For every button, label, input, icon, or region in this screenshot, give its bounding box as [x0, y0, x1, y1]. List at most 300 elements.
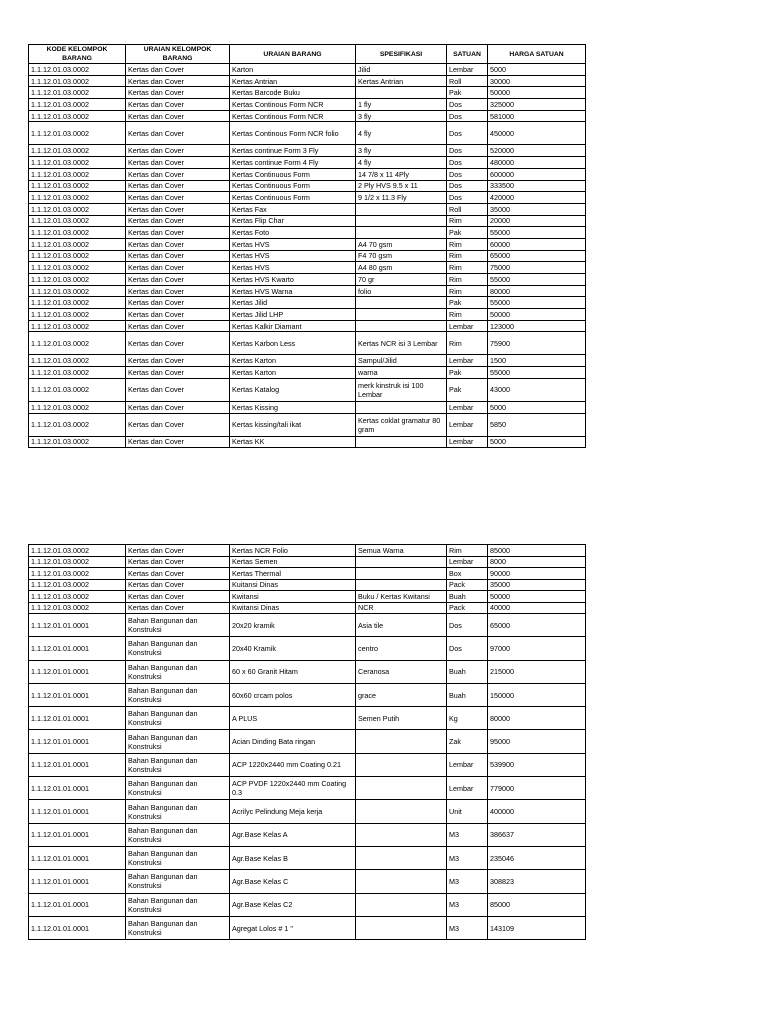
table-row	[29, 683, 586, 706]
cell-satuan: Zak	[447, 730, 488, 753]
table-row	[29, 75, 586, 87]
cell-satuan: Rim	[447, 238, 488, 250]
table-row	[29, 355, 586, 367]
cell-spesifikasi: A4 80 gsm	[356, 262, 447, 274]
table-row	[29, 602, 586, 614]
cell-harga: 1500	[488, 355, 586, 367]
cell-uraian-kelompok: Kertas dan Cover	[126, 545, 230, 557]
cell-kode: 1.1.12.01.03.0002	[29, 192, 126, 204]
cell-uraian-kelompok: Bahan Bangunan dan Konstruksi	[126, 870, 230, 893]
table-row	[29, 274, 586, 286]
table-row	[29, 297, 586, 309]
cell-harga: 80000	[488, 707, 586, 730]
cell-kode: 1.1.12.01.01.0001	[29, 637, 126, 660]
cell-spesifikasi: 70 gr	[356, 274, 447, 286]
cell-harga: 600000	[488, 168, 586, 180]
cell-uraian-kelompok: Kertas dan Cover	[126, 238, 230, 250]
cell-harga: 75900	[488, 332, 586, 355]
cell-harga: 386637	[488, 823, 586, 846]
cell-uraian-kelompok: Bahan Bangunan dan Konstruksi	[126, 753, 230, 776]
cell-spesifikasi	[356, 579, 447, 591]
cell-kode: 1.1.12.01.01.0001	[29, 846, 126, 869]
cell-uraian-kelompok: Kertas dan Cover	[126, 168, 230, 180]
table-row	[29, 579, 586, 591]
cell-satuan: Dos	[447, 192, 488, 204]
cell-kode: 1.1.12.01.03.0002	[29, 64, 126, 76]
cell-kode: 1.1.12.01.03.0002	[29, 545, 126, 557]
cell-uraian-kelompok: Bahan Bangunan dan Konstruksi	[126, 637, 230, 660]
cell-spesifikasi	[356, 227, 447, 239]
table-row	[29, 591, 586, 603]
table-row	[29, 777, 586, 800]
cell-spesifikasi: 9 1/2 x 11.3 Fly	[356, 192, 447, 204]
cell-satuan: M3	[447, 893, 488, 916]
cell-spesifikasi: merk kinstruk isi 100 Lembar	[356, 378, 447, 401]
table-row	[29, 401, 586, 413]
cell-uraian-barang: Kertas Jilid	[230, 297, 356, 309]
cell-harga: 480000	[488, 157, 586, 169]
cell-kode: 1.1.12.01.03.0002	[29, 436, 126, 448]
cell-harga: 65000	[488, 614, 586, 637]
cell-uraian-kelompok: Kertas dan Cover	[126, 332, 230, 355]
table-row	[29, 660, 586, 683]
cell-uraian-barang: A PLUS	[230, 707, 356, 730]
cell-kode: 1.1.12.01.01.0001	[29, 660, 126, 683]
cell-uraian-kelompok: Kertas dan Cover	[126, 401, 230, 413]
cell-satuan: Pak	[447, 87, 488, 99]
cell-kode: 1.1.12.01.03.0002	[29, 262, 126, 274]
cell-uraian-barang: Kertas HVS	[230, 238, 356, 250]
cell-harga: 85000	[488, 893, 586, 916]
cell-harga: 80000	[488, 285, 586, 297]
cell-uraian-kelompok: Kertas dan Cover	[126, 99, 230, 111]
table-row	[29, 367, 586, 379]
cell-uraian-barang: Kertas Continous Form NCR folio	[230, 122, 356, 145]
cell-kode: 1.1.12.01.03.0002	[29, 367, 126, 379]
cell-satuan: Dos	[447, 122, 488, 145]
cell-uraian-barang: Agr.Base Kelas C	[230, 870, 356, 893]
cell-kode: 1.1.12.01.03.0002	[29, 250, 126, 262]
cell-harga: 150000	[488, 683, 586, 706]
cell-harga: 50000	[488, 309, 586, 321]
cell-satuan: Dos	[447, 168, 488, 180]
cell-uraian-barang: Kwitansi Dinas	[230, 602, 356, 614]
cell-satuan: Dos	[447, 180, 488, 192]
cell-uraian-kelompok: Kertas dan Cover	[126, 227, 230, 239]
cell-uraian-barang: Kertas Continuous Form	[230, 192, 356, 204]
cell-satuan: Dos	[447, 145, 488, 157]
cell-spesifikasi: Ceranosa	[356, 660, 447, 683]
table-row	[29, 145, 586, 157]
cell-harga: 325000	[488, 99, 586, 111]
cell-harga: 581000	[488, 110, 586, 122]
cell-uraian-barang: Kertas Antrian	[230, 75, 356, 87]
table-row	[29, 203, 586, 215]
table-row	[29, 568, 586, 580]
cell-uraian-barang: Kertas Karton	[230, 367, 356, 379]
cell-spesifikasi	[356, 309, 447, 321]
cell-uraian-barang: Kertas Continous Form NCR	[230, 110, 356, 122]
cell-satuan: Rim	[447, 332, 488, 355]
cell-kode: 1.1.12.01.01.0001	[29, 683, 126, 706]
cell-harga: 400000	[488, 800, 586, 823]
cell-spesifikasi: 1 fly	[356, 99, 447, 111]
cell-satuan: Kg	[447, 707, 488, 730]
cell-kode: 1.1.12.01.03.0002	[29, 378, 126, 401]
cell-satuan: M3	[447, 916, 488, 939]
cell-satuan: Dos	[447, 157, 488, 169]
cell-kode: 1.1.12.01.03.0002	[29, 87, 126, 99]
cell-uraian-kelompok: Kertas dan Cover	[126, 579, 230, 591]
cell-spesifikasi	[356, 320, 447, 332]
cell-spesifikasi: A4 70 gsm	[356, 238, 447, 250]
header-harga-satuan: HARGA SATUAN	[488, 45, 586, 64]
table-row	[29, 285, 586, 297]
cell-kode: 1.1.12.01.03.0002	[29, 355, 126, 367]
cell-kode: 1.1.12.01.03.0002	[29, 591, 126, 603]
cell-uraian-kelompok: Kertas dan Cover	[126, 413, 230, 436]
cell-kode: 1.1.12.01.03.0002	[29, 285, 126, 297]
cell-uraian-barang: Kertas HVS	[230, 262, 356, 274]
cell-harga: 55000	[488, 297, 586, 309]
cell-spesifikasi	[356, 753, 447, 776]
cell-uraian-barang: Kertas kissing/tali ikat	[230, 413, 356, 436]
cell-uraian-barang: Kertas Kissing	[230, 401, 356, 413]
table-row	[29, 215, 586, 227]
cell-uraian-kelompok: Kertas dan Cover	[126, 87, 230, 99]
cell-harga: 5850	[488, 413, 586, 436]
cell-kode: 1.1.12.01.03.0002	[29, 401, 126, 413]
cell-spesifikasi: 14 7/8 x 11 4Ply	[356, 168, 447, 180]
cell-satuan: Lembar	[447, 320, 488, 332]
cell-satuan: Lembar	[447, 436, 488, 448]
table-row	[29, 110, 586, 122]
table-row	[29, 545, 586, 557]
cell-harga: 520000	[488, 145, 586, 157]
cell-uraian-barang: Kertas Continuous Form	[230, 180, 356, 192]
cell-satuan: Dos	[447, 110, 488, 122]
cell-spesifikasi	[356, 401, 447, 413]
header-kode: KODE KELOMPOK BARANG	[29, 45, 126, 64]
cell-uraian-kelompok: Kertas dan Cover	[126, 367, 230, 379]
cell-uraian-barang: Kertas HVS	[230, 250, 356, 262]
table-row	[29, 846, 586, 869]
cell-satuan: Rim	[447, 215, 488, 227]
cell-spesifikasi: Asia tile	[356, 614, 447, 637]
cell-satuan: Dos	[447, 614, 488, 637]
cell-kode: 1.1.12.01.01.0001	[29, 893, 126, 916]
cell-spesifikasi	[356, 870, 447, 893]
cell-satuan: Lembar	[447, 413, 488, 436]
cell-uraian-kelompok: Kertas dan Cover	[126, 215, 230, 227]
cell-uraian-kelompok: Kertas dan Cover	[126, 591, 230, 603]
cell-harga: 75000	[488, 262, 586, 274]
cell-spesifikasi	[356, 568, 447, 580]
table-row	[29, 168, 586, 180]
table-row	[29, 800, 586, 823]
header-uraian-kelompok: URAIAN KELOMPOK BARANG	[126, 45, 230, 64]
header-spesifikasi: SPESIFIKASI	[356, 45, 447, 64]
cell-kode: 1.1.12.01.03.0002	[29, 227, 126, 239]
cell-kode: 1.1.12.01.03.0002	[29, 157, 126, 169]
cell-uraian-kelompok: Bahan Bangunan dan Konstruksi	[126, 660, 230, 683]
cell-harga: 30000	[488, 75, 586, 87]
cell-uraian-kelompok: Kertas dan Cover	[126, 320, 230, 332]
header-row	[29, 45, 586, 64]
cell-spesifikasi	[356, 203, 447, 215]
cell-harga: 8000	[488, 556, 586, 568]
cell-spesifikasi: NCR	[356, 602, 447, 614]
cell-uraian-barang: 20x40 Kramik	[230, 637, 356, 660]
cell-satuan: Buah	[447, 591, 488, 603]
cell-kode: 1.1.12.01.03.0002	[29, 602, 126, 614]
price-table-page-2	[28, 544, 586, 940]
cell-uraian-barang: ACP PVDF 1220x2440 mm Coating 0.3	[230, 777, 356, 800]
cell-harga: 40000	[488, 602, 586, 614]
cell-uraian-barang: Kertas Semen	[230, 556, 356, 568]
cell-satuan: Buah	[447, 683, 488, 706]
cell-uraian-kelompok: Kertas dan Cover	[126, 309, 230, 321]
header-satuan: SATUAN	[447, 45, 488, 64]
cell-uraian-kelompok: Bahan Bangunan dan Konstruksi	[126, 916, 230, 939]
cell-harga: 55000	[488, 227, 586, 239]
cell-spesifikasi: Kertas NCR isi 3 Lembar	[356, 332, 447, 355]
cell-uraian-kelompok: Kertas dan Cover	[126, 75, 230, 87]
cell-satuan: Unit	[447, 800, 488, 823]
table-row	[29, 250, 586, 262]
cell-spesifikasi	[356, 800, 447, 823]
cell-uraian-barang: Acrilyc Pelindung Meja kerja	[230, 800, 356, 823]
cell-uraian-kelompok: Kertas dan Cover	[126, 64, 230, 76]
cell-satuan: Lembar	[447, 753, 488, 776]
cell-harga: 539900	[488, 753, 586, 776]
cell-satuan: Box	[447, 568, 488, 580]
cell-uraian-kelompok: Kertas dan Cover	[126, 180, 230, 192]
cell-spesifikasi: 4 fly	[356, 157, 447, 169]
cell-kode: 1.1.12.01.03.0002	[29, 297, 126, 309]
table-row	[29, 637, 586, 660]
cell-spesifikasi	[356, 297, 447, 309]
cell-uraian-barang: Kertas Jilid LHP	[230, 309, 356, 321]
cell-harga: 50000	[488, 87, 586, 99]
cell-satuan: Lembar	[447, 64, 488, 76]
cell-satuan: M3	[447, 846, 488, 869]
cell-satuan: Pak	[447, 297, 488, 309]
table-row	[29, 262, 586, 274]
cell-harga: 420000	[488, 192, 586, 204]
cell-spesifikasi: Semua Warna	[356, 545, 447, 557]
table-row	[29, 87, 586, 99]
cell-kode: 1.1.12.01.03.0002	[29, 320, 126, 332]
cell-harga: 450000	[488, 122, 586, 145]
cell-spesifikasi	[356, 893, 447, 916]
cell-uraian-barang: Kertas Continuous Form	[230, 168, 356, 180]
cell-spesifikasi	[356, 823, 447, 846]
cell-uraian-barang: Kertas Barcode Buku	[230, 87, 356, 99]
cell-spesifikasi: F4 70 gsm	[356, 250, 447, 262]
cell-harga: 95000	[488, 730, 586, 753]
cell-kode: 1.1.12.01.01.0001	[29, 753, 126, 776]
cell-kode: 1.1.12.01.03.0002	[29, 122, 126, 145]
cell-kode: 1.1.12.01.01.0001	[29, 730, 126, 753]
cell-uraian-barang: Kertas KK	[230, 436, 356, 448]
cell-kode: 1.1.12.01.03.0002	[29, 215, 126, 227]
cell-uraian-barang: Agr.Base Kelas A	[230, 823, 356, 846]
cell-uraian-barang: Kuitansi Dinas	[230, 579, 356, 591]
cell-harga: 60000	[488, 238, 586, 250]
cell-uraian-barang: Acian Dinding Bata ringan	[230, 730, 356, 753]
cell-harga: 235046	[488, 846, 586, 869]
cell-uraian-barang: Kertas Karbon Less	[230, 332, 356, 355]
cell-spesifikasi	[356, 916, 447, 939]
cell-satuan: Rim	[447, 262, 488, 274]
cell-satuan: Lembar	[447, 401, 488, 413]
cell-harga: 90000	[488, 568, 586, 580]
table-row	[29, 64, 586, 76]
cell-harga: 20000	[488, 215, 586, 227]
table-row	[29, 309, 586, 321]
cell-uraian-barang: Kertas Continous Form NCR	[230, 99, 356, 111]
table-row	[29, 192, 586, 204]
cell-satuan: Rim	[447, 250, 488, 262]
cell-kode: 1.1.12.01.01.0001	[29, 916, 126, 939]
cell-kode: 1.1.12.01.03.0002	[29, 309, 126, 321]
cell-uraian-barang: Agregat Lolos # 1 "	[230, 916, 356, 939]
cell-uraian-kelompok: Kertas dan Cover	[126, 110, 230, 122]
cell-spesifikasi: grace	[356, 683, 447, 706]
cell-harga: 97000	[488, 637, 586, 660]
cell-spesifikasi	[356, 556, 447, 568]
cell-kode: 1.1.12.01.03.0002	[29, 332, 126, 355]
table-row	[29, 122, 586, 145]
cell-satuan: Rim	[447, 309, 488, 321]
cell-harga: 65000	[488, 250, 586, 262]
cell-uraian-barang: Kertas Karton	[230, 355, 356, 367]
cell-uraian-barang: Agr.Base Kelas B	[230, 846, 356, 869]
table-row	[29, 227, 586, 239]
table-row	[29, 157, 586, 169]
cell-uraian-kelompok: Kertas dan Cover	[126, 157, 230, 169]
cell-uraian-kelompok: Kertas dan Cover	[126, 436, 230, 448]
cell-satuan: Pak	[447, 367, 488, 379]
table-row	[29, 870, 586, 893]
table-row	[29, 413, 586, 436]
price-table-page-1	[28, 44, 586, 448]
cell-uraian-barang: 20x20 kramik	[230, 614, 356, 637]
cell-satuan: Pack	[447, 579, 488, 591]
cell-satuan: Rim	[447, 545, 488, 557]
cell-uraian-barang: Kertas Katalog	[230, 378, 356, 401]
cell-kode: 1.1.12.01.03.0002	[29, 203, 126, 215]
cell-uraian-barang: Kertas Foto	[230, 227, 356, 239]
cell-harga: 123000	[488, 320, 586, 332]
cell-satuan: Lembar	[447, 355, 488, 367]
cell-kode: 1.1.12.01.01.0001	[29, 777, 126, 800]
table-row	[29, 823, 586, 846]
cell-harga: 55000	[488, 367, 586, 379]
table-row	[29, 916, 586, 939]
cell-harga: 43000	[488, 378, 586, 401]
cell-kode: 1.1.12.01.03.0002	[29, 145, 126, 157]
cell-kode: 1.1.12.01.03.0002	[29, 99, 126, 111]
cell-satuan: M3	[447, 870, 488, 893]
table-row	[29, 707, 586, 730]
cell-satuan: Dos	[447, 637, 488, 660]
table-row	[29, 320, 586, 332]
cell-spesifikasi	[356, 730, 447, 753]
cell-satuan: Lembar	[447, 777, 488, 800]
cell-uraian-kelompok: Bahan Bangunan dan Konstruksi	[126, 846, 230, 869]
cell-uraian-kelompok: Kertas dan Cover	[126, 192, 230, 204]
cell-uraian-barang: Kertas HVS Kwarto	[230, 274, 356, 286]
cell-uraian-barang: ACP 1220x2440 mm Coating 0.21	[230, 753, 356, 776]
cell-uraian-barang: Kertas Flip Char	[230, 215, 356, 227]
table-row	[29, 556, 586, 568]
cell-uraian-kelompok: Bahan Bangunan dan Konstruksi	[126, 893, 230, 916]
cell-spesifikasi	[356, 215, 447, 227]
header-uraian-barang: URAIAN BARANG	[230, 45, 356, 64]
cell-spesifikasi: Kertas coklat gramatur 80 gram	[356, 413, 447, 436]
cell-satuan: Pak	[447, 378, 488, 401]
table-row	[29, 436, 586, 448]
table-row	[29, 614, 586, 637]
cell-uraian-barang: Kertas Thermal	[230, 568, 356, 580]
table-row	[29, 893, 586, 916]
cell-uraian-barang: Kertas Fax	[230, 203, 356, 215]
cell-kode: 1.1.12.01.01.0001	[29, 800, 126, 823]
cell-uraian-barang: 60 x 60 Granit Hitam	[230, 660, 356, 683]
cell-harga: 143109	[488, 916, 586, 939]
cell-uraian-barang: Agr.Base Kelas C2	[230, 893, 356, 916]
cell-harga: 35000	[488, 579, 586, 591]
cell-uraian-kelompok: Kertas dan Cover	[126, 297, 230, 309]
cell-uraian-kelompok: Kertas dan Cover	[126, 568, 230, 580]
cell-satuan: Rim	[447, 285, 488, 297]
cell-uraian-kelompok: Kertas dan Cover	[126, 285, 230, 297]
cell-harga: 333500	[488, 180, 586, 192]
cell-uraian-kelompok: Kertas dan Cover	[126, 250, 230, 262]
cell-satuan: Dos	[447, 99, 488, 111]
cell-uraian-kelompok: Bahan Bangunan dan Konstruksi	[126, 800, 230, 823]
cell-spesifikasi: Semen Putih	[356, 707, 447, 730]
table-row	[29, 378, 586, 401]
cell-uraian-kelompok: Kertas dan Cover	[126, 556, 230, 568]
cell-kode: 1.1.12.01.03.0002	[29, 413, 126, 436]
cell-spesifikasi: 4 fly	[356, 122, 447, 145]
cell-satuan: Pack	[447, 602, 488, 614]
cell-uraian-barang: Kertas continue Form 3 Fly	[230, 145, 356, 157]
cell-spesifikasi: Buku / Kertas Kwitansi	[356, 591, 447, 603]
cell-uraian-barang: Kertas HVS Warna	[230, 285, 356, 297]
cell-kode: 1.1.12.01.03.0002	[29, 274, 126, 286]
cell-harga: 308823	[488, 870, 586, 893]
cell-harga: 215000	[488, 660, 586, 683]
cell-harga: 50000	[488, 591, 586, 603]
cell-satuan: M3	[447, 823, 488, 846]
cell-uraian-kelompok: Kertas dan Cover	[126, 378, 230, 401]
cell-spesifikasi	[356, 846, 447, 869]
cell-kode: 1.1.12.01.03.0002	[29, 110, 126, 122]
cell-kode: 1.1.12.01.03.0002	[29, 168, 126, 180]
cell-satuan: Buah	[447, 660, 488, 683]
table-row	[29, 238, 586, 250]
cell-harga: 35000	[488, 203, 586, 215]
cell-spesifikasi	[356, 87, 447, 99]
cell-satuan: Pak	[447, 227, 488, 239]
cell-kode: 1.1.12.01.03.0002	[29, 579, 126, 591]
cell-spesifikasi: 2 Ply HVS 9.5 x 11	[356, 180, 447, 192]
table-row	[29, 332, 586, 355]
